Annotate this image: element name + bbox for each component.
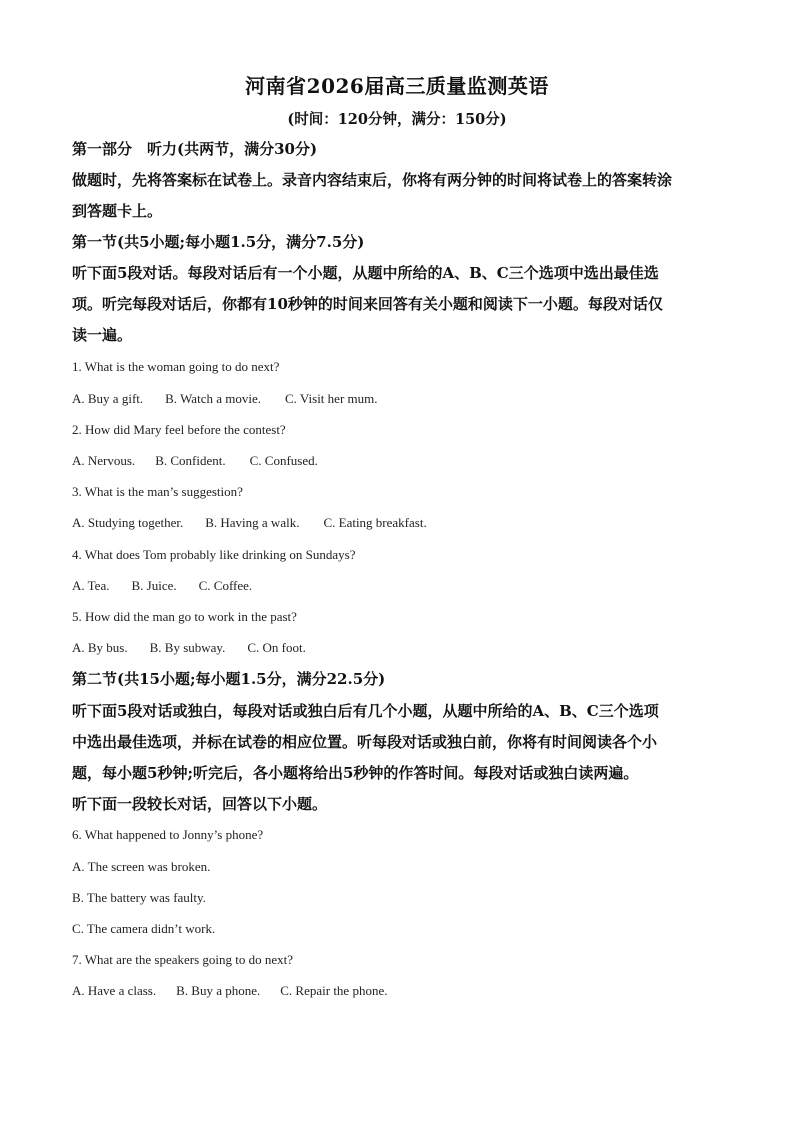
question-4-stem: 4. What does Tom probably like drinking on Sundays? — [72, 547, 356, 562]
question-4-option-a[interactable]: A. Tea. — [72, 578, 110, 593]
question-2-option-c[interactable]: C. Confused. — [249, 453, 318, 468]
question-6-option-b[interactable]: B. The battery was faulty. — [72, 890, 206, 905]
question-2-option-a[interactable]: A. Nervous. — [72, 453, 136, 468]
section2-heading: 第二节(共15小题;每小题1.5分，满分22.5分) — [72, 670, 386, 688]
question-5-options — [72, 638, 732, 658]
question-1-stem: 1. What is the woman going to do next? — [72, 359, 280, 374]
page-title: 河南省2026届高三质量监测英语 — [245, 74, 549, 98]
question-5-option-a[interactable]: A. By bus. — [72, 640, 128, 655]
question-7-option-a[interactable]: A. Have a class. — [72, 983, 157, 998]
section2-instruction-line-4: 听下面一段较长对话，回答以下小题。 — [72, 795, 328, 813]
question-4-option-c[interactable]: C. Coffee. — [198, 578, 253, 593]
question-3-option-c[interactable]: C. Eating breakfast. — [323, 515, 427, 530]
question-6-option-c[interactable]: C. The camera didn’t work. — [72, 921, 216, 936]
question-3-option-b[interactable]: B. Having a walk. — [205, 515, 300, 530]
section2-instruction-line-2: 中选出最佳选项，并标在试卷的相应位置。听每段对话或独白前，你将有时间阅读各个小 — [72, 733, 658, 751]
question-7-option-b[interactable]: B. Buy a phone. — [176, 983, 261, 998]
section1-instruction-line-2: 项。听完每段对话后，你都有10秒钟的时间来回答有关小题和阅读下一小题。每段对话仅 — [72, 295, 663, 313]
question-4-option-b[interactable]: B. Juice. — [131, 578, 177, 593]
question-6-stem: 6. What happened to Jonny’s phone? — [72, 827, 264, 842]
question-6-option-a[interactable]: A. The screen was broken. — [72, 859, 211, 874]
part1-instruction-line-2: 到答题卡上。 — [72, 202, 163, 220]
part1-instruction-line-1: 做题时，先将答案标在试卷上。录音内容结束后，你将有两分钟的时间将试卷上的答案转涂 — [72, 171, 673, 189]
question-7-stem: 7. What are the speakers going to do next? — [72, 952, 294, 967]
question-2-options — [72, 451, 732, 471]
question-7-option-c[interactable]: C. Repair the phone. — [280, 983, 388, 998]
question-3-option-a[interactable]: A. Studying together. — [72, 515, 184, 530]
question-2-option-b[interactable]: B. Confident. — [155, 453, 226, 468]
section1-instruction-line-3: 读一遍。 — [72, 326, 133, 344]
question-2-stem: 2. How did Mary feel before the contest? — [72, 422, 286, 437]
section1-heading: 第一节(共5小题;每小题1.5分，满分7.5分) — [72, 233, 365, 251]
question-3-options — [72, 513, 732, 533]
question-5-option-c[interactable]: C. On foot. — [247, 640, 306, 655]
question-1-option-a[interactable]: A. Buy a gift. — [72, 391, 144, 406]
question-4-options — [72, 576, 732, 596]
question-3-stem: 3. What is the man’s suggestion? — [72, 484, 243, 499]
page-subtitle: (时间：120分钟，满分：150分) — [287, 111, 507, 128]
question-5-option-b[interactable]: B. By subway. — [149, 640, 226, 655]
question-7-options — [72, 981, 732, 1001]
question-1-option-c[interactable]: C. Visit her mum. — [284, 391, 378, 406]
question-5-stem: 5. How did the man go to work in the past? — [72, 609, 297, 624]
section2-instruction-line-3: 题，每小题5秒钟;听完后，各小题将给出5秒钟的作答时间。每段对话或独白读两遍。 — [72, 764, 639, 782]
question-1-options — [72, 389, 732, 409]
part1-heading: 第一部分 听力(共两节，满分30分) — [72, 140, 318, 158]
section1-instruction-line-1: 听下面5段对话。每段对话后有一个小题，从题中所给的A、B、C三个选项中选出最佳选 — [72, 264, 659, 282]
question-1-option-b[interactable]: B. Watch a movie. — [165, 391, 261, 406]
section2-instruction-line-1: 听下面5段对话或独白，每段对话或独白后有几个小题，从题中所给的A、B、C三个选项 — [72, 702, 659, 720]
